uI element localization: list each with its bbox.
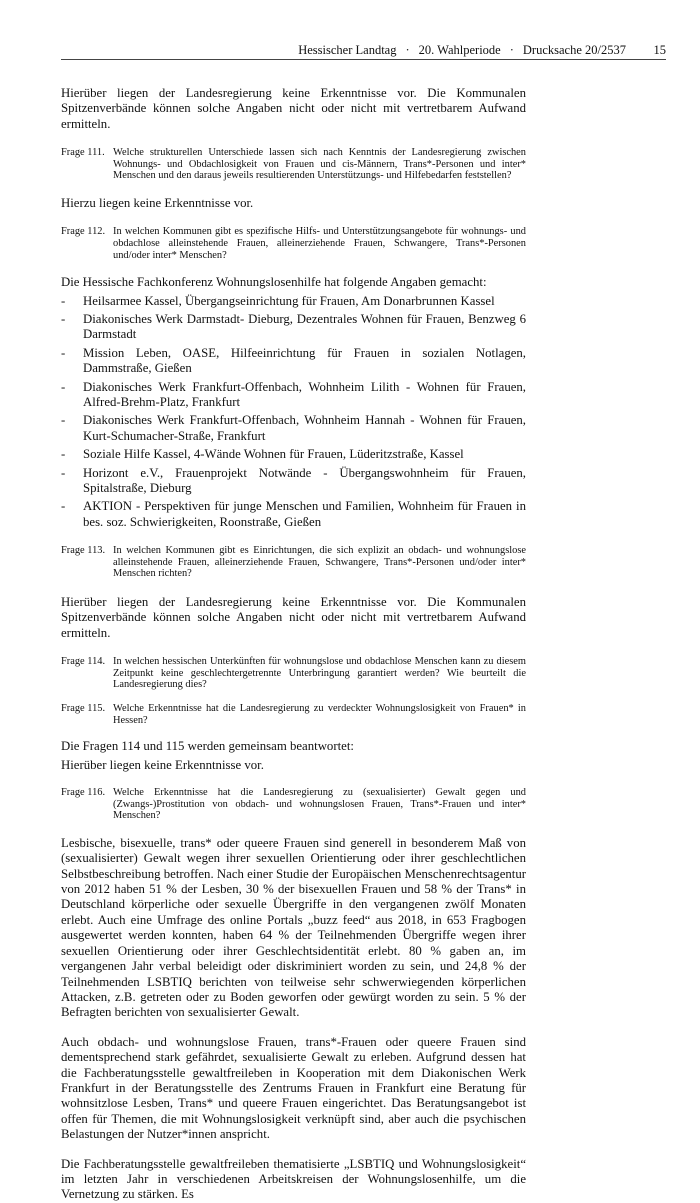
answer-paragraph: Die Fragen 114 und 115 werden gemeinsam beantwortet: <box>61 739 354 754</box>
legislative-period: 20. Wahlperiode <box>418 43 501 57</box>
list-item-text: Mission Leben, OASE, Hilfeeinrichtung für Frauen in sozialen Notlagen, Dammstraße, Gießen <box>83 345 526 376</box>
question-number: Frage 114. <box>61 656 106 668</box>
list-dash: - <box>61 447 66 462</box>
list-item-text: Horizont e.V., Frauenprojekt Notwände - Übergangswohnheim für Frauen, Spitalstraße, Dieburg <box>83 465 526 496</box>
list-item <box>61 312 526 343</box>
question-114 <box>61 656 526 691</box>
list-item-text: Soziale Hilfe Kassel, 4-Wände Wohnen für Frauen, Lüderitzstraße, Kassel <box>83 447 464 462</box>
question-text: In welchen Kommunen gibt es Einrichtungen, die sich explizit an obdach- und wohnungslose alleinstehende Frauen, alleinerziehende Frauen, Schwangere, Trans*-Personen und/oder inter* Menschen richten? <box>113 545 526 580</box>
list-item-text: AKTION - Perspektiven für junge Menschen und Familien, Wohnheim für Frauen in bes. soz. Schwierigkeiten, Roonstraße, Gießen <box>83 499 526 529</box>
list-dash: - <box>61 379 66 394</box>
list-item-text: Diakonisches Werk Frankfurt-Offenbach, Wohnheim Hannah - Wohnen für Frauen, Kurt-Schumacher-Straße, Frankfurt <box>83 413 526 443</box>
list-dash: - <box>61 293 66 308</box>
question-111 <box>61 147 526 182</box>
facility-list <box>61 294 526 531</box>
list-dash: - <box>61 465 66 480</box>
page-number: 15 <box>653 43 666 57</box>
question-112 <box>61 226 526 261</box>
answer-paragraph: Lesbische, bisexuelle, trans* oder queere Frauen sind generell in besonderem Maß von (sexualisierter) Gewalt wegen ihrer sexuellen Orientierung oder ihrer geschlechtlichen Selbstbeschreibung betroffen. Nach einer Studie der Europäischen Menschenrechtsagentur von 2012 haben 51 % der Lesben, 30 % der bisexuellen Frauen und 58 % der Trans* in Deutschland körperliche oder sexuelle Übergriffe in den vergangenen zwölf Monaten erlebt. Auch eine Umfrage des online Portals „buzz feed“ aus 2018, in 653 Fragbogen ausgewertet werden konnten, haben 64 % der Teilnehmenden Übergriffe wegen ihrer sexuellen Orientierung oder ihrer Geschlechtsidentität erlebt. 80 % gaben an, im vergangenen Jahr verbal beleidigt oder diskriminiert worden zu sein, und 24,8 % der Teilnehmenden LSBTIQ berichten von teilweise sehr schwerwiegenden körperlichen Attacken, z.B. getreten oder zu Boden geworfen oder gewürgt worden zu sein. 5 % der Befragten berichten von sexualisierter Gewalt. <box>61 835 526 1020</box>
question-text: Welche Erkenntnisse hat die Landesregierung zu (sexualisierter) Gewalt gegen und (Zwangs-)Prostitution von obdach- und wohnungslosen Frauen, Trans*-Frauen und inter* Menschen? <box>113 787 526 822</box>
question-116 <box>61 787 526 822</box>
question-text: In welchen Kommunen gibt es spezifische Hilfs- und Unterstützungsangebote für wohnungs- und obdachlose alleinstehende Frauen, alleinerziehende Frauen, Schwangere, Trans*-Personen und/oder inter* Menschen? <box>113 226 526 261</box>
list-dash: - <box>61 413 66 428</box>
answer-paragraph: Auch obdach- und wohnungslose Frauen, trans*-Frauen oder queere Frauen sind dementsprechend stark gefährdet, sexualisierte Gewalt zu erleben. Aufgrund dessen hat die Fachberatungsstelle gewaltfreileben in Kooperation mit dem Diakonischen Werk Frankfurt in der Beratungsstelle des Zentrums Frauen in Frankfurt eine Beratung für wohnsitzlose Lesben, Trans* und queere Frauen eingerichtet. Das Beratungsangebot ist offen für Themen, die mit Wohnungslosigkeit verknüpft sind, aber auch die psychischen Belastungen der Nutzer*innen anspricht. <box>61 1034 526 1142</box>
list-item-text: Diakonisches Werk Darmstadt- Dieburg, Dezentrales Wohnen für Frauen, Benzweg 6 Darmstadt <box>83 312 526 342</box>
list-item-text: Diakonisches Werk Frankfurt-Offenbach, Wohnheim Lilith - Wohnen für Frauen, Alfred-Brehm-Platz, Frankfurt <box>83 379 526 410</box>
list-dash: - <box>61 499 66 514</box>
answer-paragraph: Die Fachberatungsstelle gewaltfreileben thematisierte „LSBTIQ und Wohnungslosigkeit“ im letzten Jahr in verschiedenen Arbeitskreisen der Wohnungslosenhilfe, um die Vernetzung zu stärken. Es <box>61 1156 526 1202</box>
list-item-text: Heilsarmee Kassel, Übergangseinrichtung für Frauen, Am Donarbrunnen Kassel <box>83 293 495 308</box>
list-item <box>61 447 526 462</box>
answer-paragraph: Hierüber liegen keine Erkenntnisse vor. <box>61 757 264 772</box>
question-text: Welche Erkenntnisse hat die Landesregierung zu verdeckter Wohnungslosigkeit von Frauen* in Hessen? <box>113 703 526 726</box>
question-number: Frage 113. <box>61 545 106 557</box>
running-header-text <box>298 43 626 58</box>
list-item <box>61 380 526 411</box>
question-113 <box>61 545 526 580</box>
question-text: In welchen hessischen Unterkünften für wohnungslose und obdachlose Menschen kann zu diesem Zeitpunkt keine geschlechtergetrennte Unterbringung garantiert werden? Wie beurteilt die Landesregierung dies? <box>113 656 526 691</box>
question-text: Welche strukturellen Unterschiede lassen sich nach Kenntnis der Landesregierung zwischen Wohnungs- und Obdachlosigkeit von Frauen und cis-Männern, Trans*-Personen und inter* Menschen und den daraus jeweils resultierenden Unterstützungs- und Hilfebedarfen feststellen? <box>113 147 526 182</box>
question-115 <box>61 703 526 726</box>
printed-matter-number: Drucksache 20/2537 <box>522 43 626 57</box>
list-item <box>61 466 526 497</box>
answer-paragraph: Hierüber liegen der Landesregierung keine Erkenntnisse vor. Die Kommunalen Spitzenverbände können solche Angaben nicht oder nicht mit vertretbarem Aufwand ermitteln. <box>61 86 526 131</box>
question-number: Frage 116. <box>61 787 106 799</box>
question-number: Frage 111. <box>61 147 105 159</box>
answer-paragraph: Hierzu liegen keine Erkenntnisse vor. <box>61 196 254 210</box>
header-separator: · <box>509 43 514 57</box>
answer-paragraph: Die Hessische Fachkonferenz Wohnungslosenhilfe hat folgende Angaben gemacht: <box>61 275 487 290</box>
list-dash: - <box>61 312 66 326</box>
running-header <box>61 43 666 60</box>
parliament-name: Hessischer Landtag <box>298 43 397 57</box>
header-separator: · <box>405 43 410 57</box>
list-item <box>61 499 526 530</box>
question-number: Frage 115. <box>61 703 106 715</box>
document-body <box>61 86 526 1203</box>
question-number: Frage 112. <box>61 226 106 238</box>
list-item <box>61 346 526 377</box>
answer-paragraph: Hierüber liegen der Landesregierung keine Erkenntnisse vor. Die Kommunalen Spitzenverbände können solche Angaben nicht oder nicht mit vertretbarem Aufwand ermitteln. <box>61 595 526 640</box>
list-dash: - <box>61 345 66 360</box>
list-item <box>61 294 526 309</box>
list-item <box>61 413 526 444</box>
